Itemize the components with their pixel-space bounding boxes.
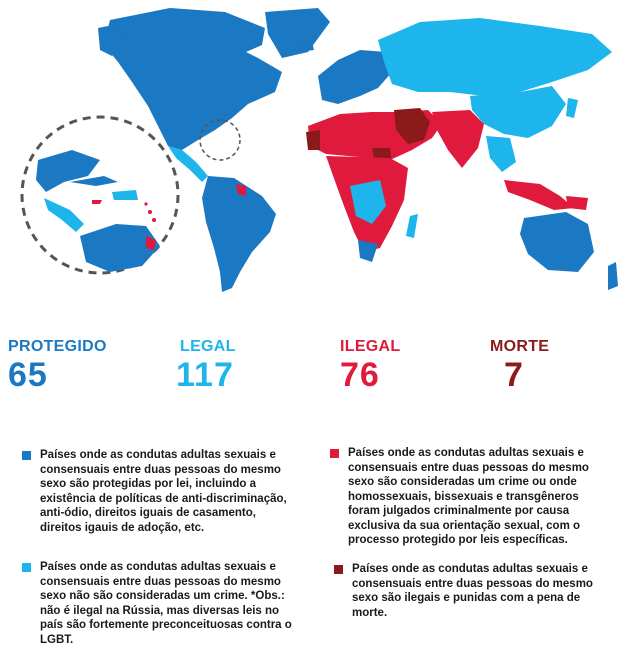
stat-death-label: MORTE bbox=[490, 338, 550, 355]
greenland-region bbox=[265, 8, 330, 58]
europe-region bbox=[318, 50, 392, 104]
png-region bbox=[566, 196, 588, 210]
death-penalty-mauritania bbox=[306, 130, 320, 150]
legend-death bbox=[334, 562, 606, 620]
legend-illegal bbox=[330, 446, 606, 548]
russia-region bbox=[378, 18, 612, 96]
world-map bbox=[0, 0, 640, 320]
legend-death-text: Países onde as condutas adultas sexuais e consensuais entre duas pessoas do mesmo sexo são ilegais e punidas com a pena de morte. bbox=[352, 563, 593, 619]
indonesia-region bbox=[504, 180, 574, 210]
stat-protected-count: 65 bbox=[8, 356, 48, 394]
stat-death-count: 7 bbox=[504, 356, 524, 394]
legend-death-swatch bbox=[334, 565, 343, 574]
stat-death bbox=[490, 338, 549, 392]
legend-illegal-text: Países onde as condutas adultas sexuais e consensuais entre duas pessoas do mesmo sexo são consideradas um crime ou onde homossexuais, bissexuais e transgêneros foram julgados criminalmente por causa exclusiva da sua orientação sexual, com o processo protegido por leis específicas. bbox=[348, 447, 589, 546]
stat-legal-count: 117 bbox=[176, 356, 234, 394]
legend-protected bbox=[22, 448, 292, 535]
stat-legal bbox=[176, 338, 236, 392]
new-zealand-region bbox=[608, 262, 618, 290]
legend-protected-text: Países onde as condutas adultas sexuais e consensuais entre duas pessoas do mesmo sexo são protegidas por lei, incluindo a existência de políticas de anti-discriminação, anti-ódio, direitos iguais de casamento, direitos igauis de adoção, etc. bbox=[40, 449, 287, 534]
australia-region bbox=[520, 212, 594, 272]
stat-illegal-label: ILEGAL bbox=[340, 338, 401, 355]
legend-illegal-swatch bbox=[330, 449, 339, 458]
southeast-asia-region bbox=[486, 136, 516, 172]
legend-legal bbox=[22, 560, 292, 647]
madagascar-region bbox=[406, 214, 418, 238]
japan-region bbox=[566, 98, 578, 118]
south-asia-region bbox=[432, 110, 484, 168]
stat-illegal-count: 76 bbox=[340, 356, 380, 394]
stat-protected bbox=[8, 338, 107, 392]
legend-legal-text: Países onde as condutas adultas sexuais e consensuais entre duas pessoas do mesmo sexo não são consideradas um crime. *Obs.: não é ilegal na Rússia, mas diversas leis no país são fortemente preconceituosas contra o LGBT. bbox=[40, 561, 292, 646]
stat-protected-label: PROTEGIDO bbox=[8, 338, 107, 355]
legend-protected-swatch bbox=[22, 451, 31, 460]
legend-legal-swatch bbox=[22, 563, 31, 572]
stat-legal-label: LEGAL bbox=[180, 338, 236, 355]
caribbean-inset bbox=[22, 117, 178, 273]
stat-illegal bbox=[340, 338, 400, 392]
